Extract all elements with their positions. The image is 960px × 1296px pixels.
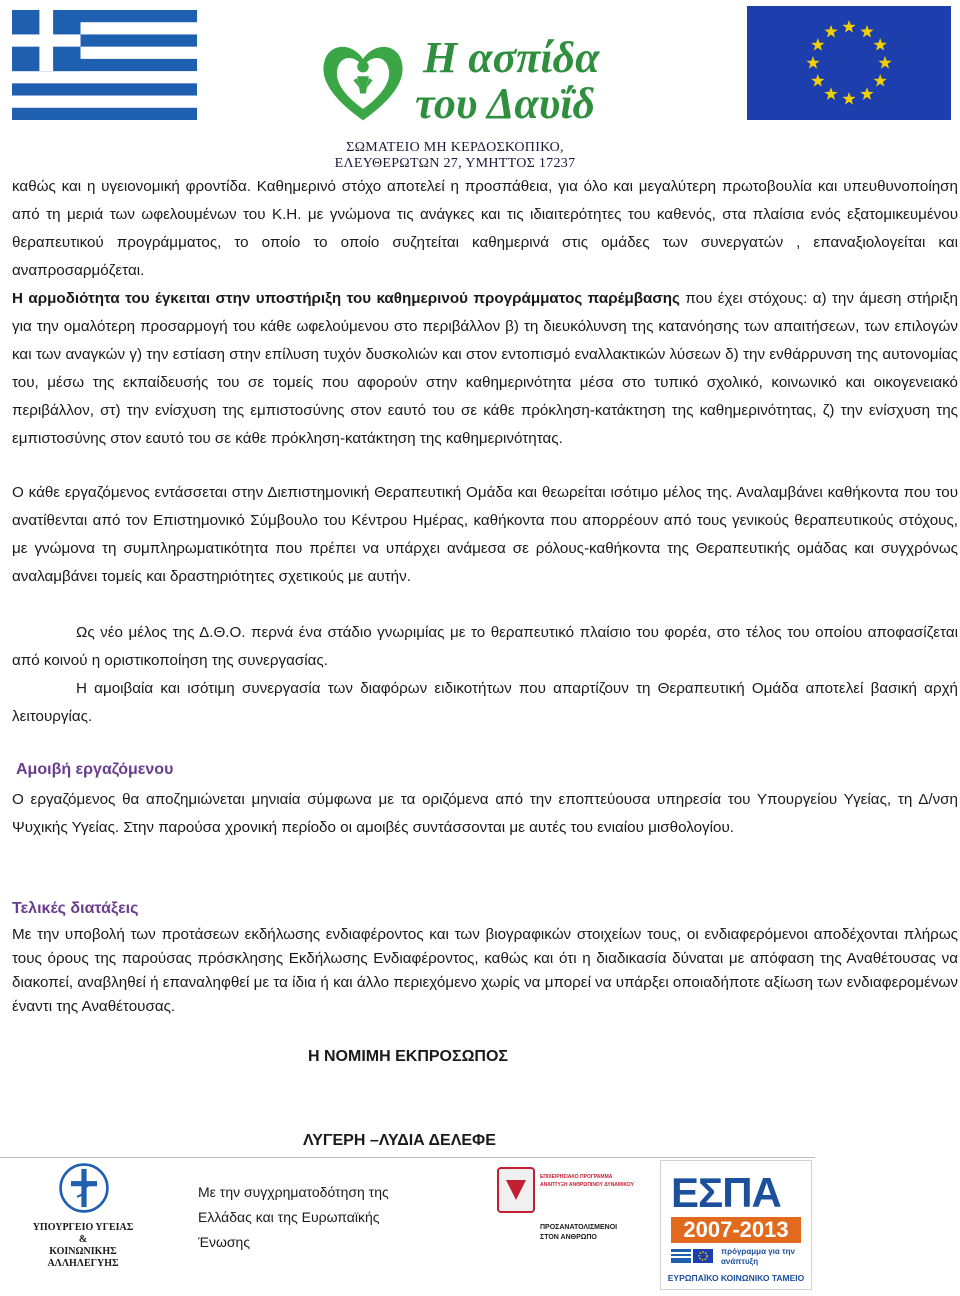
eu-flag xyxy=(747,6,951,120)
ministry-amp: & xyxy=(78,1234,88,1245)
heart-hands-icon xyxy=(315,34,411,130)
signature-title: Η ΝΟΜΙΜΗ ΕΚΠΡΟΣΩΠΟΣ xyxy=(308,1048,509,1065)
paragraph-cooperation: Η αμοιβαία και ισότιμη συνεργασία των διαφόρων ειδικοτήτων που απαρτίζουν τη Θεραπευτική Ομάδα αποτελεί βασική αρχή λειτουργίας. xyxy=(12,680,958,725)
paragraph-new-member: Ως νέο μέλος της Δ.Θ.Ο. περνά ένα στάδιο γνωριμίας με το θεραπευτικό πλαίσιο του φορέα, στο τέλος του οποίου αποφασίζεται από κοινού η οριστικοποίηση της συνεργασίας. xyxy=(12,624,958,669)
op-line4: ΣΤΟΝ ΑΝΘΡΩΠΟ xyxy=(540,1234,597,1241)
heading-pay: Αμοιβή εργαζόμενου xyxy=(16,761,174,778)
operational-program-logo xyxy=(492,1162,642,1252)
espa-program: πρόγραμμα για την ανάπτυξη xyxy=(721,1247,795,1266)
cofund-line3: Ένωσης xyxy=(198,1234,251,1250)
logo-text-line1: Η ασπίδα xyxy=(423,33,600,82)
op-line1: ΕΠΙΧΕΙΡΗΣΙΑΚΟ ΠΡΟΓΡΑΜΜΑ xyxy=(540,1174,613,1180)
org-type: ΣΩΜΑΤΕΙΟ ΜΗ ΚΕΡΔΟΣΚΟΠΙΚΟ, xyxy=(346,140,564,155)
paragraph-team: Ο κάθε εργαζόμενος εντάσσεται στην Διεπιστημονική Θεραπευτική Ομάδα και θεωρείται ισότιμο μέλος της. Αναλαμβάνει καθήκοντα που του ανατίθενται από τον Επιστημονικό Σύμβουλο του Κέντρου Ημέρας, καθήκοντα που απορρέουν από τους γενικούς θεραπευτικούς στόχους, με γνώμονα τη συμπληρωματικότητα που πρέπει να υπάρχει ανάμεσα σε ρόλους-καθήκοντα της Θεραπευτικής ομάδας και συγχρόνως αναλαμβάνει τομείς και δραστηριότητες σχετικούς με αυτήν. xyxy=(12,484,958,585)
ministry-line2: ΚΟΙΝΩΝΙΚΗΣ ΑΛΛΗΛΕΓΥΗΣ xyxy=(47,1246,119,1269)
paragraph-continuation: καθώς και η υγειονομική φροντίδα. Καθημερινό στόχο αποτελεί η προσπάθεια, για όλο και μεγαλύτερη πρωτοβουλία και υπευθυνοποίηση από τη μεριά των ωφελουμένων του Κ.Η. με γνώμονα τις ανάγκες και τις ιδιαιτερότητες του καθενός, στα πλαίσια ενός εξατομικευμένου θεραπευτικού προγράμματος, το οποίο το οποίο συζητείται καθημερινά στις ομάδες των συνεργατών , επαναξιολογείται και αναπροσαρμόζεται. xyxy=(12,178,958,279)
op-line2: ΑΝΑΠΤΥΞΗ ΑΝΘΡΩΠΙΝΟΥ ΔΥΝΑΜΙΚΟΥ xyxy=(540,1182,634,1188)
cofund-line2: Ελλάδας και της Ευρωπαϊκής xyxy=(198,1209,380,1225)
signature-name: ΛΥΓΕΡΗ –ΛΥΔΙΑ ΔΕΛΕΦΕ xyxy=(303,1132,496,1149)
organization-logo xyxy=(315,30,600,130)
ministry-line1: ΥΠΟΥΡΓΕΙΟ ΥΓΕΙΑΣ xyxy=(32,1222,134,1233)
responsibility-goals: που έχει στόχους: α) την άμεση στήριξη για την ομαλότερη προσαρμογή του κάθε ωφελούμενου στο περιβάλλον β) τη διευκόλυνση της κατανόησης των απαιτήσεων, των επιλογών και των αναγκών γ) την εστίαση στην επίλυση τυχόν δυσκολιών και στον εντοπισμό εναλλακτικών λύσεων δ) την ενθάρρυνση της αυτονομίας του, μέσω της εκπαίδευσής του σε τομείς που αφορούν στην καθημερινότητα μέσα στο τυπικό σχολικό, κοινωνικό και οικογενειακό περιβάλλον, στ) την ενίσχυση της εμπιστοσύνης στον εαυτό του σε κάθε πρόκληση-κατάκτηση της καθημερινότητας, ζ) την ενίσχυση της εμπιστοσύνης στον εαυτό του σε κάθε πρόκληση-κατάκτηση της καθημερινότητας. xyxy=(12,290,958,447)
paragraph-final-provisions: Με την υποβολή των προτάσεων εκδήλωσης ενδιαφέροντος και των βιογραφικών στοιχείων τους, οι ενδιαφερόμενοι αποδέχονται πλήρως τους όρους της παρούσας πρόσκλησης Εκδήλωσης Ενδιαφέροντος, καθώς και ότι η διαδικασία δύναται με απόφαση της Αναθέτουσας να διακοπεί, αναβληθεί ή επαναληφθεί με τα ίδια ή και άλλο περιεχόμενο χωρίς να μπορεί να υπάρξει οποιαδήποτε αξίωση των ενδιαφερομένων έναντι της Αναθέτουσας. xyxy=(12,926,958,1015)
footer-divider xyxy=(0,1157,815,1158)
cofund-line1: Με την συγχρηματοδότηση της xyxy=(198,1184,389,1200)
op-line3: ΠΡΟΣΑΝΑΤΟΛΙΣΜΕΝΟΙ xyxy=(540,1224,618,1231)
heading-final-provisions: Τελικές διατάξεις xyxy=(12,900,139,917)
operational-program-emblem-icon xyxy=(496,1166,536,1214)
espa-fund: ΕΥΡΩΠΑΪΚΟ ΚΟΙΝΩΝΙΚΟ ΤΑΜΕΙΟ xyxy=(667,1273,805,1283)
responsibility-lead: Η αρμοδιότητα του έγκειται στην υποστήριξη του καθημερινού προγράμματος παρέμβασης xyxy=(12,290,680,307)
health-ministry-emblem-icon xyxy=(58,1162,110,1214)
logo-text-line2: του Δαυΐδ xyxy=(415,79,596,128)
paragraph-responsibility xyxy=(12,285,958,453)
ministry-name xyxy=(18,1222,148,1270)
espa-flags-icon xyxy=(671,1249,715,1269)
espa-logo xyxy=(660,1160,812,1290)
espa-years: 2007-2013 xyxy=(671,1217,801,1243)
paragraph-pay: Ο εργαζόμενος θα αποζημιώνεται μηνιαία σύμφωνα με τα οριζόμενα από την εποπτεύουσα υπηρεσία του Υπουργείου Υγείας, τη Δ/νση Ψυχικής Υγείας. Στην παρούσα χρονική περίοδο οι αμοιβές συντάσσονται με αυτές του ενιαίου μισθολογίου. xyxy=(12,791,958,836)
org-address: ΕΛΕΥΘΕΡΩΤΩΝ 27, ΥΜΗΤΤΟΣ 17237 xyxy=(334,156,576,171)
greek-flag xyxy=(12,10,197,120)
espa-title: ΕΣΠΑ xyxy=(671,1169,781,1216)
